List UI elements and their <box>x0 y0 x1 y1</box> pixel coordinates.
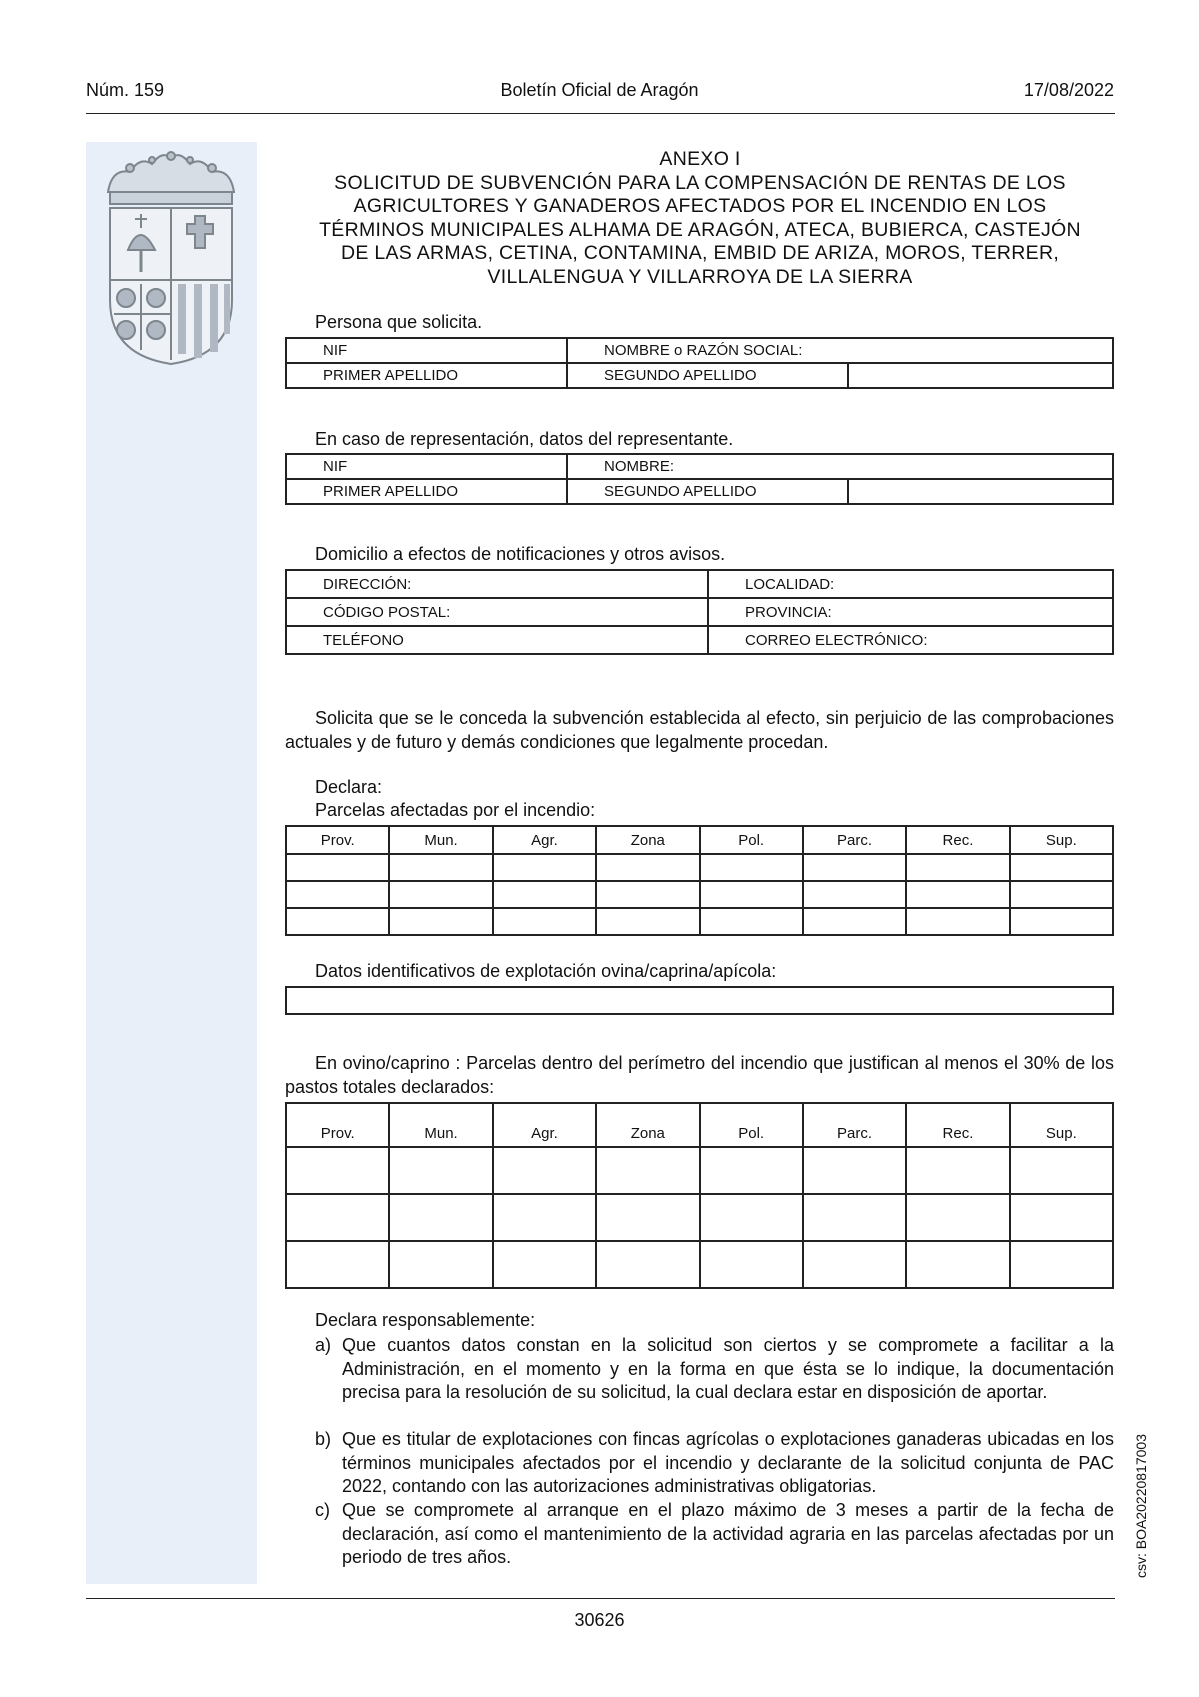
representative-surname1-field[interactable]: PRIMER APELLIDO <box>286 479 567 504</box>
affected-parcels-table <box>285 825 1114 936</box>
coat-of-arms-logo <box>100 150 242 368</box>
address-direction-field[interactable]: DIRECCIÓN: <box>286 570 708 598</box>
table-cell[interactable] <box>493 854 596 881</box>
applicant-surname2-value[interactable] <box>848 363 1113 388</box>
item-key: a) <box>315 1335 332 1355</box>
table-cell[interactable] <box>906 854 1009 881</box>
parcels-label: Parcelas afectadas por el incendio: <box>315 800 596 820</box>
col-header: Sup. <box>1010 1103 1113 1147</box>
address-email-field[interactable]: CORREO ELECTRÓNICO: <box>708 626 1113 654</box>
declaration-item-a <box>315 1334 1114 1405</box>
table-cell[interactable] <box>286 1147 389 1194</box>
item-text: Que es titular de explotaciones con fincas agrícolas o explotaciones ganaderas ubicadas en los términos municipales afectados por el incendio y declarante de la solicitud conjunta de PAC 2022, contando con las autorizaciones administrativas obligatorias. <box>342 1429 1114 1496</box>
col-header: Agr. <box>493 826 596 854</box>
table-cell[interactable] <box>286 854 389 881</box>
table-cell[interactable] <box>700 1147 803 1194</box>
applicant-surname2-field[interactable]: SEGUNDO APELLIDO <box>567 363 848 388</box>
col-header: Mun. <box>389 826 492 854</box>
table-cell[interactable] <box>803 881 906 908</box>
applicant-surname1-field[interactable]: PRIMER APELLIDO <box>286 363 567 388</box>
address-province-field[interactable]: PROVINCIA: <box>708 598 1113 626</box>
table-cell[interactable] <box>389 881 492 908</box>
table-cell[interactable] <box>596 1147 699 1194</box>
col-header: Prov. <box>286 1103 389 1147</box>
farm-label: Datos identificativos de explotación ovina/caprina/apícola: <box>315 961 777 981</box>
table-row <box>286 881 1113 908</box>
col-header: Rec. <box>906 1103 1009 1147</box>
item-text: Que se compromete al arranque en el plazo máximo de 3 meses a partir de la fecha de declaración, así como el mantenimiento de la actividad agraria en las parcelas afectadas por un periodo de tres años. <box>342 1500 1114 1567</box>
table-row <box>286 1194 1113 1241</box>
ovine-paragraph: En ovino/caprino : Parcelas dentro del perímetro del incendio que justifican al menos el 30% de los pastos totales declarados: <box>285 1053 1114 1097</box>
table-cell[interactable] <box>700 908 803 935</box>
applicant-nif-field[interactable]: NIF <box>286 338 567 363</box>
table-cell[interactable] <box>700 854 803 881</box>
header-rule <box>86 113 1115 114</box>
col-header: Zona <box>596 826 699 854</box>
col-header: Rec. <box>906 826 1009 854</box>
table-cell[interactable] <box>803 1241 906 1288</box>
title-line: DE LAS ARMAS, CETINA, CONTAMINA, EMBID DE ARIZA, MOROS, TERRER, <box>340 242 1060 264</box>
table-cell[interactable] <box>1010 1194 1113 1241</box>
table-cell[interactable] <box>906 1241 1009 1288</box>
title-line: SOLICITUD DE SUBVENCIÓN PARA LA COMPENSACIÓN DE RENTAS DE LOS <box>334 171 1066 194</box>
table-cell[interactable] <box>596 1194 699 1241</box>
col-header: Sup. <box>1010 826 1113 854</box>
table-cell[interactable] <box>596 908 699 935</box>
table-cell[interactable] <box>596 1241 699 1288</box>
table-cell[interactable] <box>1010 908 1113 935</box>
table-cell[interactable] <box>906 1147 1009 1194</box>
table-cell[interactable] <box>493 1241 596 1288</box>
table-cell[interactable] <box>493 908 596 935</box>
table-cell[interactable] <box>389 854 492 881</box>
col-header: Parc. <box>803 1103 906 1147</box>
col-header: Prov. <box>286 826 389 854</box>
table-cell[interactable] <box>389 908 492 935</box>
table-cell[interactable] <box>803 908 906 935</box>
representative-surname2-field[interactable]: SEGUNDO APELLIDO <box>567 479 848 504</box>
table-cell[interactable] <box>596 881 699 908</box>
csv-code: csv: BOA20220817003 <box>1133 1434 1149 1578</box>
col-header: Zona <box>596 1103 699 1147</box>
table-cell[interactable] <box>286 1194 389 1241</box>
table-cell[interactable] <box>803 1194 906 1241</box>
table-cell[interactable] <box>286 881 389 908</box>
page-number: 30626 <box>574 1610 625 1630</box>
table-cell[interactable] <box>700 1241 803 1288</box>
representative-surname2-value[interactable] <box>848 479 1113 504</box>
table-row <box>286 854 1113 881</box>
representative-nif-field[interactable]: NIF <box>286 454 567 479</box>
bulletin-number: Núm. 159 <box>86 80 165 100</box>
table-cell[interactable] <box>700 1194 803 1241</box>
table-cell[interactable] <box>389 1241 492 1288</box>
table-cell[interactable] <box>1010 1241 1113 1288</box>
table-cell[interactable] <box>906 881 1009 908</box>
annex-title <box>280 148 1120 289</box>
annex-label: ANEXO I <box>659 148 741 170</box>
address-heading: Domicilio a efectos de notificaciones y otros avisos. <box>315 544 726 564</box>
table-row <box>286 908 1113 935</box>
representative-heading: En caso de representación, datos del representante. <box>315 429 734 449</box>
table-cell[interactable] <box>493 1194 596 1241</box>
table-cell[interactable] <box>1010 881 1113 908</box>
address-phone-field[interactable]: TELÉFONO <box>286 626 708 654</box>
applicant-table <box>285 337 1114 389</box>
address-postal-field[interactable]: CÓDIGO POSTAL: <box>286 598 708 626</box>
table-row <box>286 1147 1113 1194</box>
declaration-item-b <box>315 1428 1114 1499</box>
responsible-heading: Declara responsablemente: <box>315 1310 536 1330</box>
col-header: Pol. <box>700 1103 803 1147</box>
item-key: b) <box>315 1429 332 1449</box>
table-cell[interactable] <box>389 1194 492 1241</box>
table-cell[interactable] <box>596 854 699 881</box>
publication-date: 17/08/2022 <box>1023 80 1114 100</box>
title-line: VILLALENGUA Y VILLARROYA DE LA SIERRA <box>487 265 913 288</box>
col-header: Agr. <box>493 1103 596 1147</box>
declaration-item-c <box>315 1499 1114 1570</box>
applicant-name-field[interactable]: NOMBRE o RAZÓN SOCIAL: <box>567 338 1113 363</box>
ovine-parcels-table <box>285 1102 1114 1289</box>
table-cell[interactable] <box>286 908 389 935</box>
item-text: Que cuantos datos constan en la solicitud son ciertos y se compromete a facilitar a la Administración, en el momento y en la forma en que ésta se lo indique, la documentación precisa para la resolución de su solicitud, la cual declara estar en disposición de aportar. <box>342 1335 1114 1402</box>
request-paragraph: Solicita que se le conceda la subvención establecida al efecto, sin perjuicio de las comprobaciones actuales y de futuro y demás condiciones que legalmente procedan. <box>285 708 1114 752</box>
table-cell[interactable] <box>700 881 803 908</box>
table-cell[interactable] <box>1010 1147 1113 1194</box>
applicant-heading: Persona que solicita. <box>315 312 483 332</box>
table-cell[interactable] <box>1010 854 1113 881</box>
footer-rule <box>86 1598 1115 1599</box>
table-cell[interactable] <box>803 854 906 881</box>
journal-name: Boletín Oficial de Aragón <box>500 80 699 100</box>
table-row <box>286 1241 1113 1288</box>
col-header: Pol. <box>700 826 803 854</box>
title-line: TÉRMINOS MUNICIPALES ALHAMA DE ARAGÓN, ATECA, BUBIERCA, CASTEJÓN <box>319 218 1081 241</box>
table-cell[interactable] <box>803 1147 906 1194</box>
table-cell[interactable] <box>906 1194 1009 1241</box>
table-cell[interactable] <box>906 908 1009 935</box>
table-cell[interactable] <box>493 881 596 908</box>
address-locality-field[interactable]: LOCALIDAD: <box>708 570 1113 598</box>
farm-data-field[interactable] <box>285 986 1114 1015</box>
table-cell[interactable] <box>286 1241 389 1288</box>
address-table <box>285 569 1114 655</box>
declares-label: Declara: <box>315 777 383 797</box>
table-cell[interactable] <box>389 1147 492 1194</box>
col-header: Parc. <box>803 826 906 854</box>
item-key: c) <box>315 1500 330 1520</box>
table-cell[interactable] <box>493 1147 596 1194</box>
col-header: Mun. <box>389 1103 492 1147</box>
representative-name-field[interactable]: NOMBRE: <box>567 454 1113 479</box>
representative-table <box>285 453 1114 505</box>
title-line: AGRICULTORES Y GANADEROS AFECTADOS POR EL INCENDIO EN LOS <box>353 195 1047 217</box>
